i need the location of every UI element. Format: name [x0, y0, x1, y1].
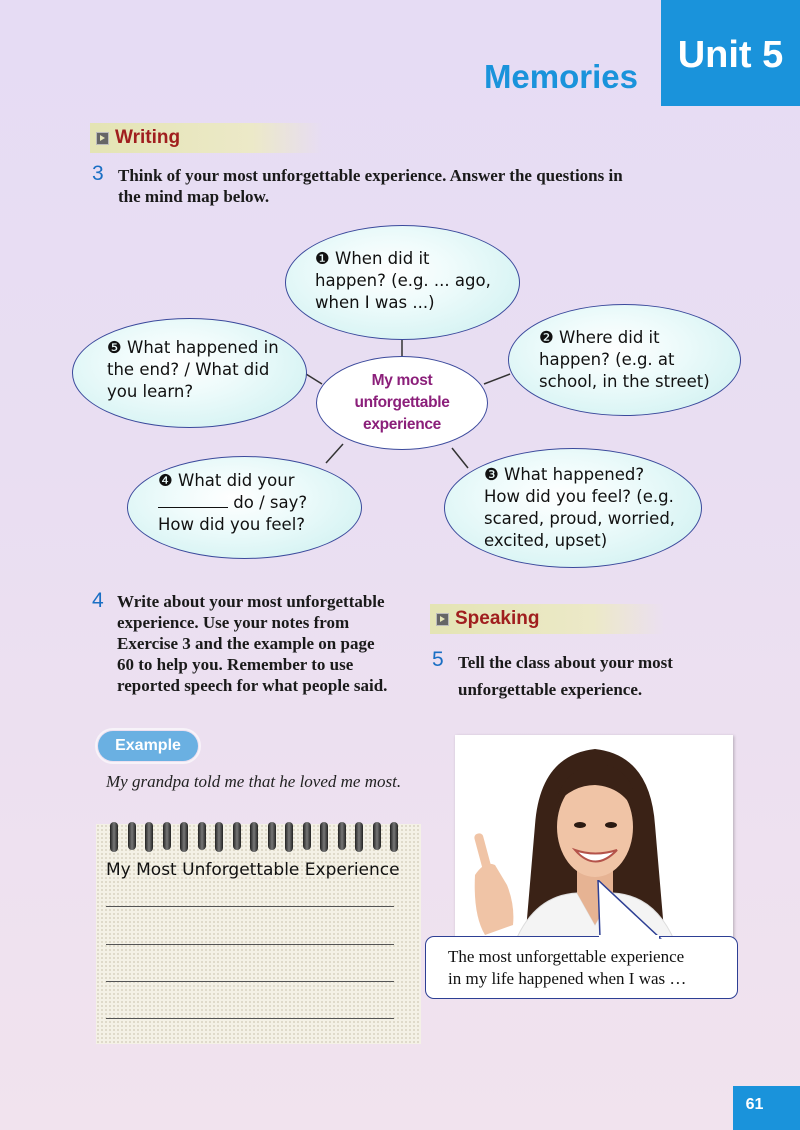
mindmap-center-label: My most unforgettable experience: [354, 372, 450, 433]
mindmap-center: [316, 356, 488, 450]
example-text: My grandpa told me that he loved me most.: [106, 772, 402, 791]
notepad-line: [106, 944, 394, 945]
question-4-line-2: experience. Use your notes from: [117, 613, 350, 632]
notepad-line: [106, 1018, 394, 1019]
speech-bubble-tail: [590, 880, 670, 940]
question-4-line-1: Write about your most unforgettable: [117, 592, 385, 611]
speech-bubble: [425, 936, 738, 999]
bubble-what-line-3: scared, proud, worried,: [484, 509, 676, 528]
page-title: Memories: [483, 58, 638, 95]
mindmap-bubble-when: [285, 225, 520, 340]
bubble-say-line-3: How did you feel?: [158, 515, 306, 534]
bubble-what-line-4: excited, upset): [484, 531, 608, 550]
bubble-where-line-1: ❷ Where did it: [539, 328, 660, 347]
mindmap-bubble-what: [444, 448, 702, 568]
bubble-when-line-1: ❶ When did it: [315, 249, 430, 268]
question-5-number: 5: [432, 648, 444, 671]
mindmap-bubble-where: [508, 304, 741, 416]
speech-line-2: in my life happened when I was …: [448, 969, 687, 988]
bubble-say-line-1: ❹ What did your: [158, 471, 295, 490]
bubble-where-line-3: school, in the street): [539, 372, 710, 391]
question-3-line-2: the mind map below.: [118, 187, 270, 206]
notepad-line: [106, 981, 394, 982]
question-5-line-1: Tell the class about your most: [458, 653, 673, 672]
bubble-say-line-2: [158, 492, 307, 514]
question-5-text: [458, 649, 758, 703]
example-badge: Example: [98, 731, 198, 761]
connector-bottom-left: [326, 444, 343, 463]
unit-tab: Unit 5: [661, 0, 800, 106]
notepad-title: My Most Unforgettable Experience: [106, 860, 400, 880]
question-3-line-1: Think of your most unforgettable experience. Answer the questions in: [118, 166, 623, 185]
connector-left: [306, 374, 322, 384]
bubble-end-line-3: you learn?: [107, 382, 194, 401]
fill-in-blank: [158, 494, 228, 508]
play-arrow-icon: [436, 613, 449, 626]
bubble-what-line-1: ❸ What happened?: [484, 465, 645, 484]
bubble-where-line-2: happen? (e.g. at: [539, 350, 675, 369]
mindmap-bubble-end: [72, 318, 307, 428]
question-4-line-4: 60 to help you. Remember to use: [117, 655, 354, 674]
question-4-line-3: Exercise 3 and the example on page: [117, 634, 375, 653]
spiral-binding: [110, 822, 398, 852]
bubble-what-line-2: How did you feel? (e.g.: [484, 487, 674, 506]
question-4-number: 4: [92, 589, 104, 612]
connector-right: [484, 374, 510, 384]
writing-label: Writing: [115, 127, 181, 148]
notepad: [96, 824, 421, 1044]
bubble-when-line-2: happen? (e.g. ... ago,: [315, 271, 491, 290]
question-4-text: [117, 591, 437, 696]
question-4-line-5: reported speech for what people said.: [117, 676, 388, 695]
speaking-label: Speaking: [455, 608, 540, 629]
mindmap-bubble-say: [127, 456, 362, 559]
question-5-line-2: unforgettable experience.: [458, 680, 643, 699]
bubble-end-line-1: ❺ What happened in: [107, 338, 279, 357]
bubble-end-line-2: the end? / What did: [107, 360, 270, 379]
bubble-when-line-3: when I was ...): [315, 293, 435, 312]
bubble-say-line-2-text: do / say?: [233, 493, 308, 512]
connector-bottom-right: [452, 448, 468, 468]
speaking-section-header: [430, 604, 664, 634]
question-3-number: 3: [92, 162, 104, 185]
page-number: 61: [733, 1086, 800, 1130]
notepad-line: [106, 906, 394, 907]
speech-line-1: The most unforgettable experience: [448, 947, 685, 966]
